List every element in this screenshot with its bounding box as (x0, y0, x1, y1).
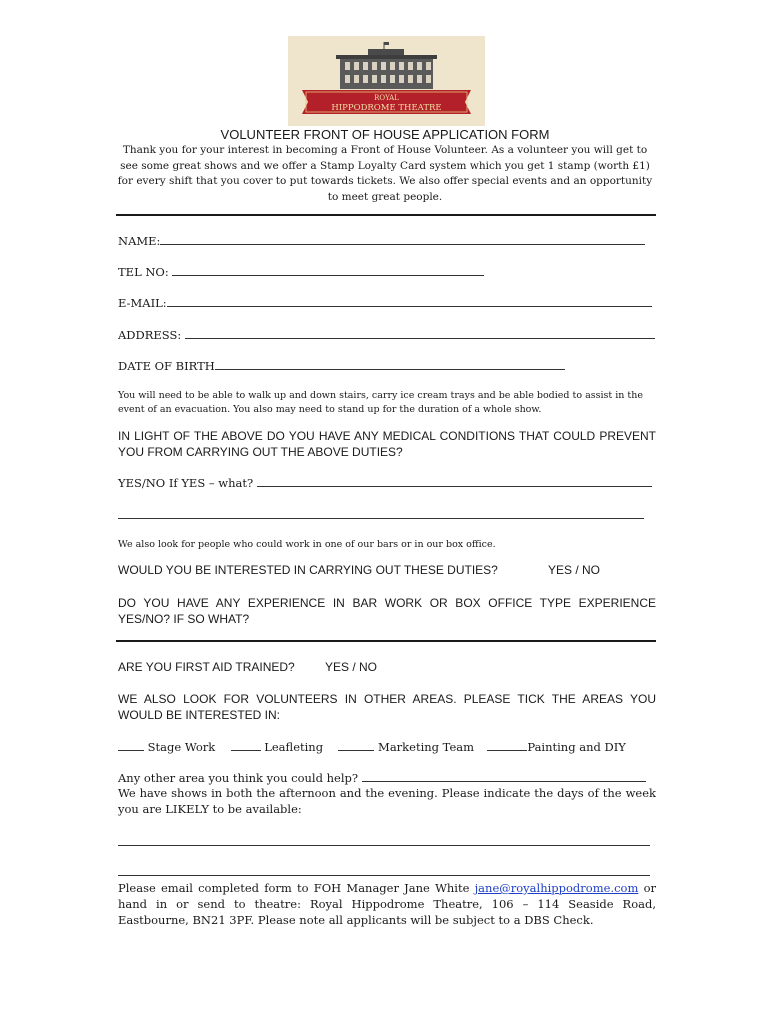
name-input-line[interactable] (160, 233, 645, 245)
availability-input-line-1[interactable] (118, 834, 650, 846)
footer-before-email: Please email completed form to FOH Manager Jane White (118, 881, 475, 895)
medical-answer-continuation[interactable] (118, 507, 644, 522)
painting-diy-checkbox[interactable] (487, 739, 527, 751)
medical-answer-input-line-2[interactable] (118, 507, 644, 519)
availability-line-1[interactable] (118, 834, 650, 849)
tel-input-line[interactable] (172, 264, 484, 276)
name-field[interactable] (118, 233, 645, 248)
address-input-line[interactable] (185, 327, 655, 339)
medical-answer-field[interactable] (118, 475, 652, 490)
first-aid-options[interactable]: YES / NO (325, 660, 378, 674)
duties-note: You will need to be able to walk up and down stairs, carry ice cream trays and be able bodied to assist in the event of an evacuation. You also may need to stand up for the duration of a whole show. (118, 390, 643, 415)
interested-question: WOULD YOU BE INTERESTED IN CARRYING OUT THESE DUTIES? (118, 563, 498, 577)
theatre-building-icon (288, 36, 485, 126)
address-label: ADDRESS: (118, 328, 185, 342)
footer-after-email: or hand in or send to theatre: Royal Hippodrome Theatre, 106 – 114 Seaside Road, Eastbourne, BN21 3PF. Please note all applicants will be subject to a DBS Check. (118, 881, 656, 927)
stage-work-checkbox[interactable] (118, 739, 144, 751)
area-stage-work: Stage Work (147, 740, 216, 754)
first-aid-question: ARE YOU FIRST AID TRAINED? (118, 660, 295, 674)
other-area-field[interactable] (118, 770, 646, 785)
tel-field[interactable] (118, 264, 484, 279)
name-label: NAME: (118, 234, 161, 248)
theatre-logo (288, 36, 485, 126)
dob-field[interactable] (118, 358, 565, 373)
logo-line2: HIPPODROME THEATRE (331, 103, 442, 113)
interested-options[interactable]: YES / NO (548, 563, 601, 577)
experience-question: DO YOU HAVE ANY EXPERIENCE IN BAR WORK OR BOX OFFICE TYPE EXPERIENCE YES/NO? IF SO WHAT? (118, 596, 656, 626)
area-leafleting: Leafleting (264, 740, 324, 754)
email-input-line[interactable] (167, 295, 652, 307)
intro-paragraph: Thank you for your interest in becoming a Front of House Volunteer. As a volunteer you will get to see some great shows and we offer a Stamp Loyalty Card system which you get 1 stamp (worth £1) for every shift that you cover to put towards tickets. We also offer special events and an opportunity to meet great people. (117, 144, 653, 203)
availability-text: We have shows in both the afternoon and the evening. Please indicate the days of the week you are LIKELY to be available: (118, 786, 656, 816)
medical-question: IN LIGHT OF THE ABOVE DO YOU HAVE ANY MEDICAL CONDITIONS THAT COULD PREVENT YOU FROM CARRYING OUT THE ABOVE DUTIES? (118, 429, 656, 459)
section-divider-2 (116, 640, 656, 642)
leafleting-checkbox[interactable] (231, 739, 261, 751)
email-field[interactable] (118, 295, 652, 310)
manager-email-link[interactable]: jane@royalhippodrome.com (474, 881, 639, 895)
availability-input-line-2[interactable] (118, 864, 650, 876)
footer-instructions (118, 880, 656, 928)
area-painting-diy: Painting and DIY (527, 740, 626, 754)
availability-line-2[interactable] (118, 864, 650, 879)
bar-note: We also look for people who could work in one of our bars or in our box office. (118, 539, 496, 550)
logo-line1: ROYAL (374, 94, 399, 102)
section-divider (116, 214, 656, 216)
areas-row (118, 739, 626, 754)
areas-question: WE ALSO LOOK FOR VOLUNTEERS IN OTHER AREAS. PLEASE TICK THE AREAS YOU WOULD BE INTERESTED IN: (118, 692, 656, 722)
dob-input-line[interactable] (215, 358, 565, 370)
medical-answer-input-line[interactable] (257, 475, 652, 487)
form-title: VOLUNTEER FRONT OF HOUSE APPLICATION FORM (220, 127, 550, 142)
dob-label: DATE OF BIRTH (118, 359, 215, 373)
other-area-input-line[interactable] (362, 770, 646, 782)
medical-answer-label: YES/NO If YES – what? (118, 476, 257, 490)
other-area-label: Any other area you think you could help? (118, 771, 362, 785)
email-label: E-MAIL: (118, 296, 167, 310)
interested-row (118, 563, 498, 577)
address-field[interactable] (118, 327, 655, 342)
marketing-team-checkbox[interactable] (338, 739, 374, 751)
area-marketing-team: Marketing Team (378, 740, 475, 754)
tel-label: TEL NO: (118, 265, 173, 279)
